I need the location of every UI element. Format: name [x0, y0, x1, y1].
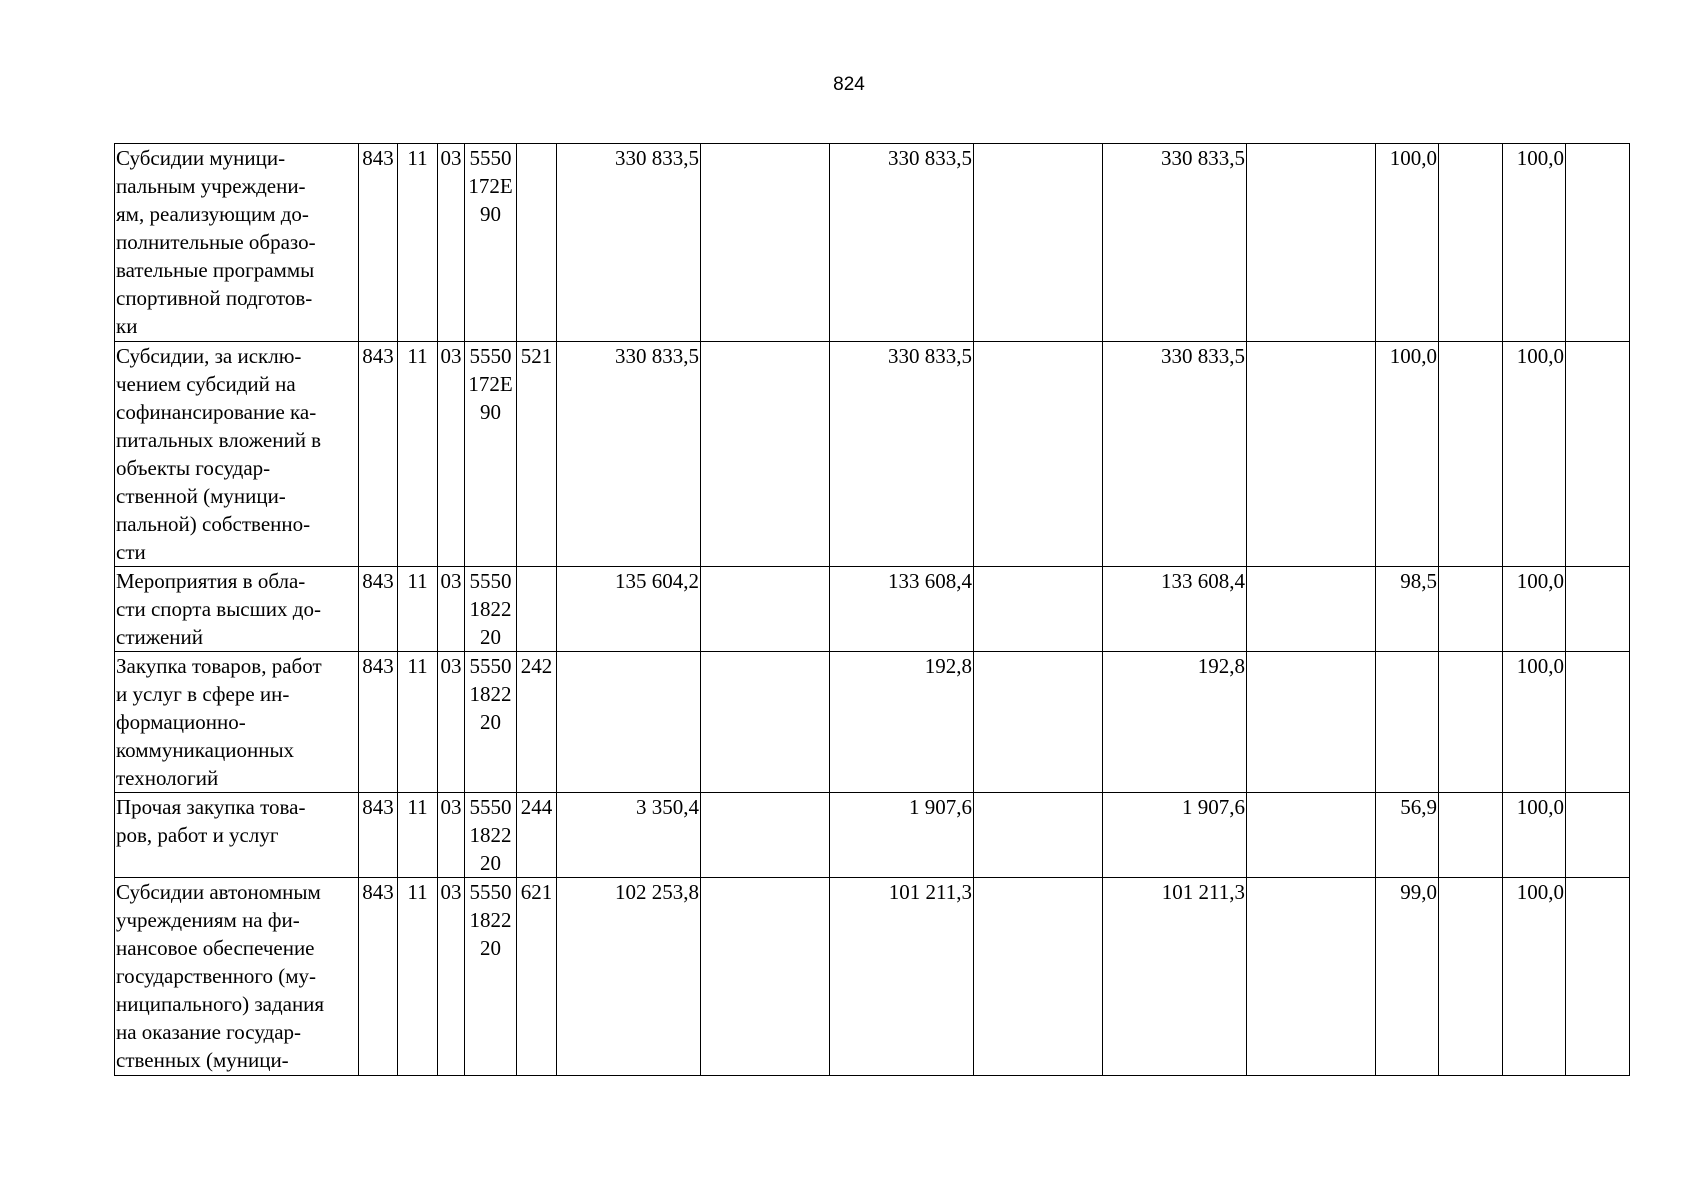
- approved-amount: 102 253,8: [557, 878, 701, 1076]
- expense-type-code: [517, 567, 557, 652]
- row-name: Субсидии, за исклю- чением субсидий на софинансирование ка- питальных вложений в объекты государ- ственной (муници- пальной) собственно- сти: [115, 342, 359, 567]
- empty-cell: [1566, 144, 1630, 342]
- row-name: Субсидии муници- пальным учреждени- ям, реализующим до- полнительные образо- вательные программы спортивной подготов- ки: [115, 144, 359, 342]
- empty-cell: [1247, 878, 1376, 1076]
- empty-cell: [974, 144, 1103, 342]
- empty-cell: [974, 567, 1103, 652]
- subsection-code: 03: [438, 144, 465, 342]
- budget-table: [114, 143, 1630, 1076]
- grbs-code: 843: [359, 652, 398, 793]
- target-article-code: 5550 1822 20: [465, 567, 517, 652]
- table-row: [115, 652, 1630, 793]
- percent-approved: 99,0: [1376, 878, 1439, 1076]
- percent-approved: 100,0: [1376, 342, 1439, 567]
- row-name: Закупка товаров, работ и услуг в сфере ин- формационно- коммуникационных технологий: [115, 652, 359, 793]
- empty-cell: [1247, 342, 1376, 567]
- percent-approved: 56,9: [1376, 793, 1439, 878]
- empty-cell: [701, 652, 830, 793]
- section-code: 11: [398, 342, 438, 567]
- empty-cell: [701, 567, 830, 652]
- target-article-code: 5550 1822 20: [465, 878, 517, 1076]
- approved-amount: 135 604,2: [557, 567, 701, 652]
- grbs-code: 843: [359, 878, 398, 1076]
- grbs-code: 843: [359, 567, 398, 652]
- empty-cell: [701, 878, 830, 1076]
- empty-cell: [974, 652, 1103, 793]
- specified-amount: 1 907,6: [830, 793, 974, 878]
- target-article-code: 5550 172E 90: [465, 342, 517, 567]
- percent-specified: 100,0: [1503, 342, 1566, 567]
- table-row: [115, 878, 1630, 1076]
- approved-amount: 3 350,4: [557, 793, 701, 878]
- percent-approved: 98,5: [1376, 567, 1439, 652]
- specified-amount: 330 833,5: [830, 144, 974, 342]
- section-code: 11: [398, 793, 438, 878]
- executed-amount: 101 211,3: [1103, 878, 1247, 1076]
- empty-cell: [1439, 342, 1503, 567]
- row-name: Прочая закупка това- ров, работ и услуг: [115, 793, 359, 878]
- empty-cell: [1439, 652, 1503, 793]
- empty-cell: [1566, 567, 1630, 652]
- approved-amount: 330 833,5: [557, 342, 701, 567]
- empty-cell: [1247, 652, 1376, 793]
- grbs-code: 843: [359, 793, 398, 878]
- empty-cell: [1439, 144, 1503, 342]
- target-article-code: 5550 1822 20: [465, 652, 517, 793]
- subsection-code: 03: [438, 342, 465, 567]
- specified-amount: 133 608,4: [830, 567, 974, 652]
- empty-cell: [701, 793, 830, 878]
- percent-specified: 100,0: [1503, 878, 1566, 1076]
- empty-cell: [1566, 793, 1630, 878]
- section-code: 11: [398, 144, 438, 342]
- table-row: [115, 793, 1630, 878]
- specified-amount: 330 833,5: [830, 342, 974, 567]
- empty-cell: [1566, 342, 1630, 567]
- subsection-code: 03: [438, 652, 465, 793]
- row-name: Мероприятия в обла- сти спорта высших до- стижений: [115, 567, 359, 652]
- grbs-code: 843: [359, 144, 398, 342]
- empty-cell: [1566, 652, 1630, 793]
- expense-type-code: 621: [517, 878, 557, 1076]
- table-row: [115, 144, 1630, 342]
- empty-cell: [1247, 144, 1376, 342]
- expense-type-code: 242: [517, 652, 557, 793]
- executed-amount: 133 608,4: [1103, 567, 1247, 652]
- expense-type-code: 244: [517, 793, 557, 878]
- executed-amount: 330 833,5: [1103, 144, 1247, 342]
- subsection-code: 03: [438, 793, 465, 878]
- page-number: 824: [833, 74, 865, 95]
- empty-cell: [701, 144, 830, 342]
- executed-amount: 192,8: [1103, 652, 1247, 793]
- row-name: Субсидии автономным учреждениям на фи- нансовое обеспечение государственного (му- ниципального) задания на оказание государ- ственных (муници-: [115, 878, 359, 1076]
- specified-amount: 192,8: [830, 652, 974, 793]
- percent-specified: 100,0: [1503, 652, 1566, 793]
- section-code: 11: [398, 878, 438, 1076]
- empty-cell: [701, 342, 830, 567]
- table-row: [115, 567, 1630, 652]
- executed-amount: 330 833,5: [1103, 342, 1247, 567]
- empty-cell: [974, 342, 1103, 567]
- percent-approved: [1376, 652, 1439, 793]
- section-code: 11: [398, 567, 438, 652]
- subsection-code: 03: [438, 567, 465, 652]
- target-article-code: 5550 172E 90: [465, 144, 517, 342]
- empty-cell: [1566, 878, 1630, 1076]
- expense-type-code: [517, 144, 557, 342]
- empty-cell: [1439, 567, 1503, 652]
- grbs-code: 843: [359, 342, 398, 567]
- percent-specified: 100,0: [1503, 567, 1566, 652]
- empty-cell: [1247, 567, 1376, 652]
- empty-cell: [974, 878, 1103, 1076]
- percent-specified: 100,0: [1503, 144, 1566, 342]
- subsection-code: 03: [438, 878, 465, 1076]
- empty-cell: [1439, 878, 1503, 1076]
- section-code: 11: [398, 652, 438, 793]
- expense-type-code: 521: [517, 342, 557, 567]
- table-row: [115, 342, 1630, 567]
- empty-cell: [974, 793, 1103, 878]
- percent-approved: 100,0: [1376, 144, 1439, 342]
- percent-specified: 100,0: [1503, 793, 1566, 878]
- approved-amount: 330 833,5: [557, 144, 701, 342]
- target-article-code: 5550 1822 20: [465, 793, 517, 878]
- approved-amount: [557, 652, 701, 793]
- specified-amount: 101 211,3: [830, 878, 974, 1076]
- empty-cell: [1439, 793, 1503, 878]
- empty-cell: [1247, 793, 1376, 878]
- executed-amount: 1 907,6: [1103, 793, 1247, 878]
